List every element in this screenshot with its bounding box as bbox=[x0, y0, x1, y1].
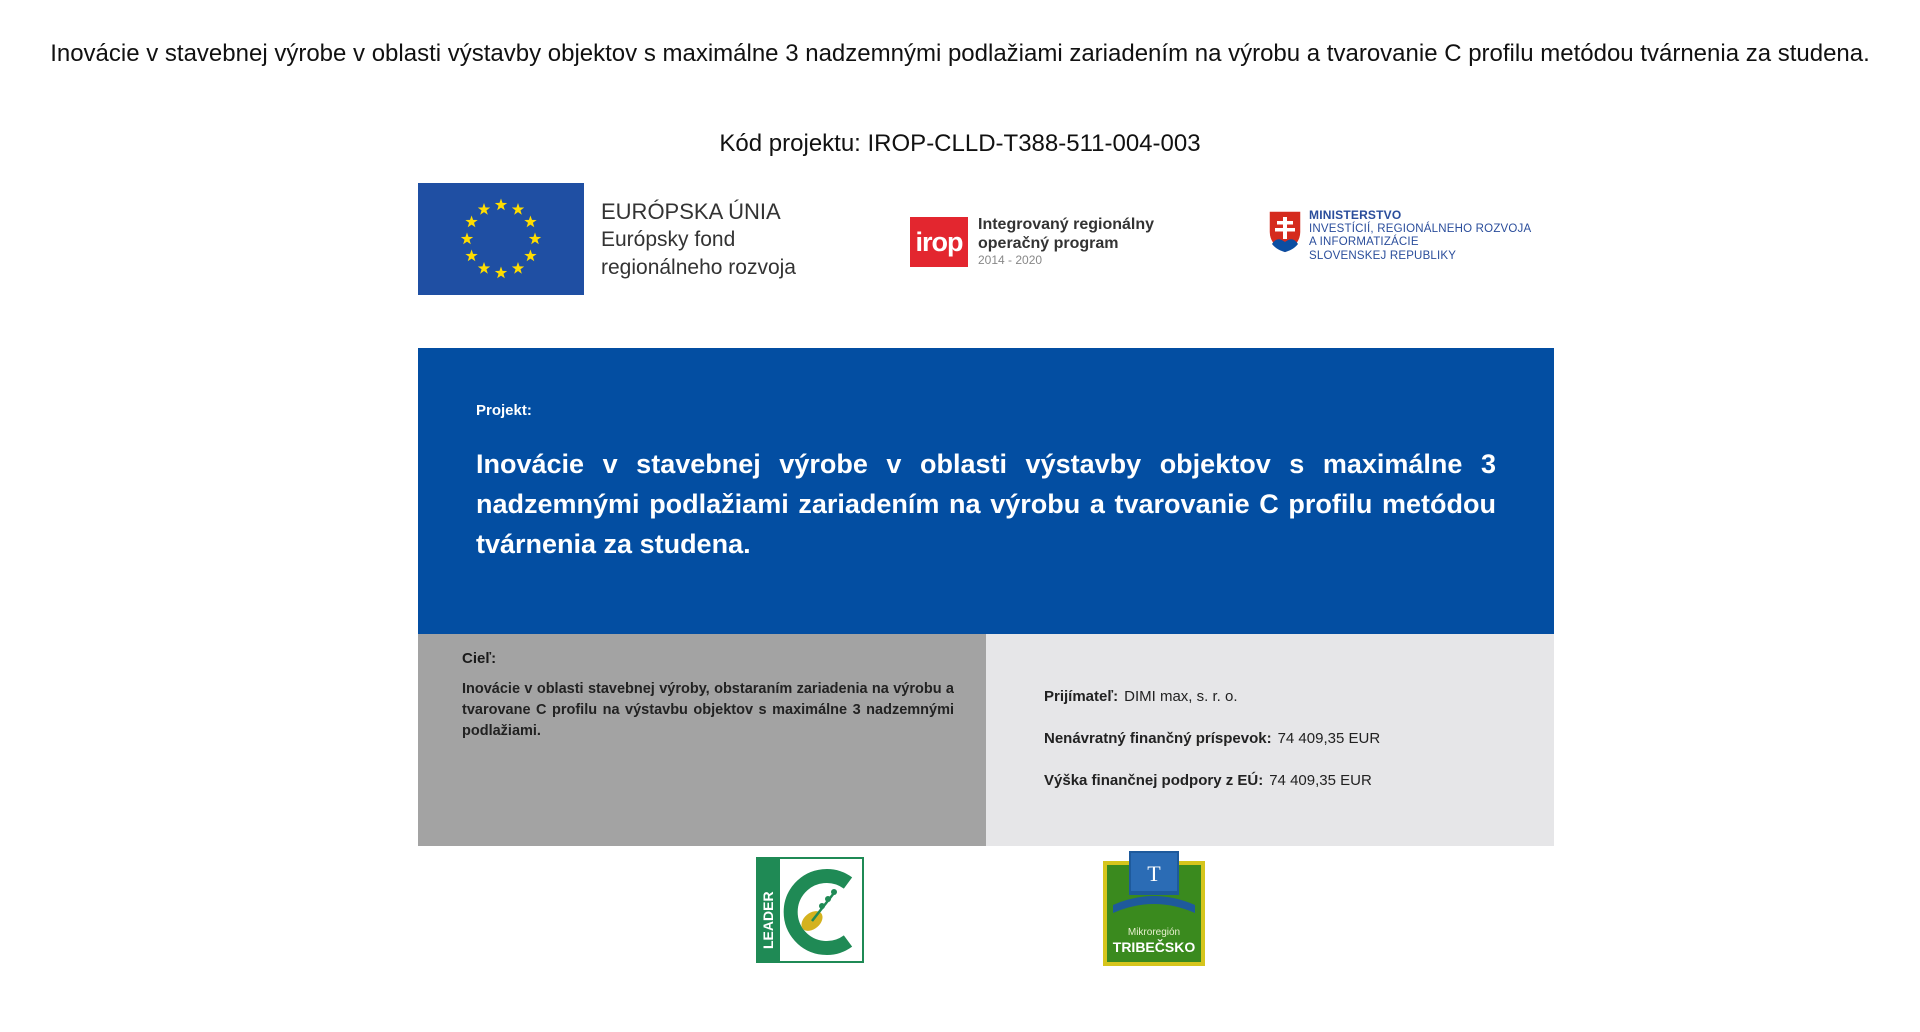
irop-line1: Integrovaný regionálny bbox=[978, 216, 1155, 233]
slovak-coat-of-arms-icon bbox=[1268, 210, 1302, 254]
ministry-line4: SLOVENSKEJ REPUBLIKY bbox=[1309, 249, 1457, 262]
eu-star-icon bbox=[478, 203, 490, 215]
eu-line2: Európsky fond bbox=[601, 228, 736, 251]
eu-star-icon bbox=[529, 233, 541, 245]
eu-support-label: Výška finančnej podpory z EÚ: bbox=[1044, 772, 1264, 789]
eu-flag-icon bbox=[418, 183, 584, 295]
grant-value: 74 409,35 EUR bbox=[1277, 730, 1381, 747]
leader-logo-icon bbox=[756, 857, 864, 963]
tribecsko-letter: T bbox=[1147, 861, 1161, 886]
goal-text: Inovácie v oblasti stavebnej výroby, obstaraním zariadenia na výrobu a tvarovane C profilu na výstavbu objektov s maximálne 3 nadzemnými podlažiami. bbox=[462, 681, 954, 739]
project-title: Inovácie v stavebnej výrobe v oblasti výstavby objektov s maximálne 3 nadzemnými podlažiami zariadením na výrobu a tvarovanie C profilu metódou tvárnenia za studena. bbox=[476, 449, 1496, 559]
info-panel bbox=[986, 634, 1554, 846]
eu-star-icon bbox=[465, 216, 477, 228]
ministry-line3: A INFORMATIZÁCIE bbox=[1309, 236, 1419, 248]
project-code: Kód projektu: IROP-CLLD-T388-511-004-003 bbox=[719, 130, 1201, 157]
eu-star-icon bbox=[524, 216, 536, 228]
eu-star-icon bbox=[465, 250, 477, 262]
ministry-line2: INVESTÍCIÍ, REGIONÁLNEHO ROZVOJA bbox=[1309, 222, 1532, 235]
page-title: Inovácie v stavebnej výrobe v oblasti výstavby objektov s maximálne 3 nadzemnými podlažiami zariadením na výrobu a tvarovanie C profilu metódou tvárnenia za studena. bbox=[50, 40, 1870, 67]
grant-label: Nenávratný finančný príspevok: bbox=[1044, 730, 1272, 747]
eu-star-icon bbox=[495, 267, 507, 279]
ministry-line1: MINISTERSTVO bbox=[1309, 208, 1402, 222]
eu-stars bbox=[418, 183, 584, 295]
recipient-value: DIMI max, s. r. o. bbox=[1124, 688, 1238, 705]
goal-label: Cieľ: bbox=[462, 650, 497, 667]
irop-line2: operačný program bbox=[978, 235, 1119, 252]
eu-star-icon bbox=[512, 203, 524, 215]
irop-logo-icon: irop bbox=[910, 217, 968, 267]
eu-star-icon bbox=[478, 262, 490, 274]
irop-logo-text bbox=[978, 215, 1154, 267]
project-banner bbox=[418, 348, 1554, 634]
tribecsko-line1: Mikroregión bbox=[1127, 927, 1181, 938]
eu-support-row bbox=[1044, 772, 1372, 789]
ministry-logo-text bbox=[1309, 209, 1531, 263]
eu-star-icon bbox=[461, 233, 473, 245]
eu-star-icon bbox=[524, 250, 536, 262]
recipient-row bbox=[1044, 688, 1238, 705]
eu-star-icon bbox=[495, 199, 507, 211]
irop-years: 2014 - 2020 bbox=[978, 253, 1043, 267]
eu-support-value: 74 409,35 EUR bbox=[1269, 772, 1372, 789]
recipient-label: Prijímateľ: bbox=[1044, 688, 1119, 705]
goal-panel bbox=[418, 634, 986, 846]
eu-line1: EURÓPSKA ÚNIA bbox=[601, 199, 781, 224]
eu-line3: regionálneho rozvoja bbox=[601, 256, 796, 279]
project-label: Projekt: bbox=[476, 402, 532, 419]
tribecsko-line2: TRIBEČSKO bbox=[1112, 939, 1196, 955]
leader-text: LEADER bbox=[760, 891, 776, 949]
tribecsko-logo-icon bbox=[1103, 851, 1205, 966]
eu-logo-text bbox=[601, 198, 796, 282]
eu-star-icon bbox=[512, 262, 524, 274]
grant-row bbox=[1044, 730, 1380, 747]
